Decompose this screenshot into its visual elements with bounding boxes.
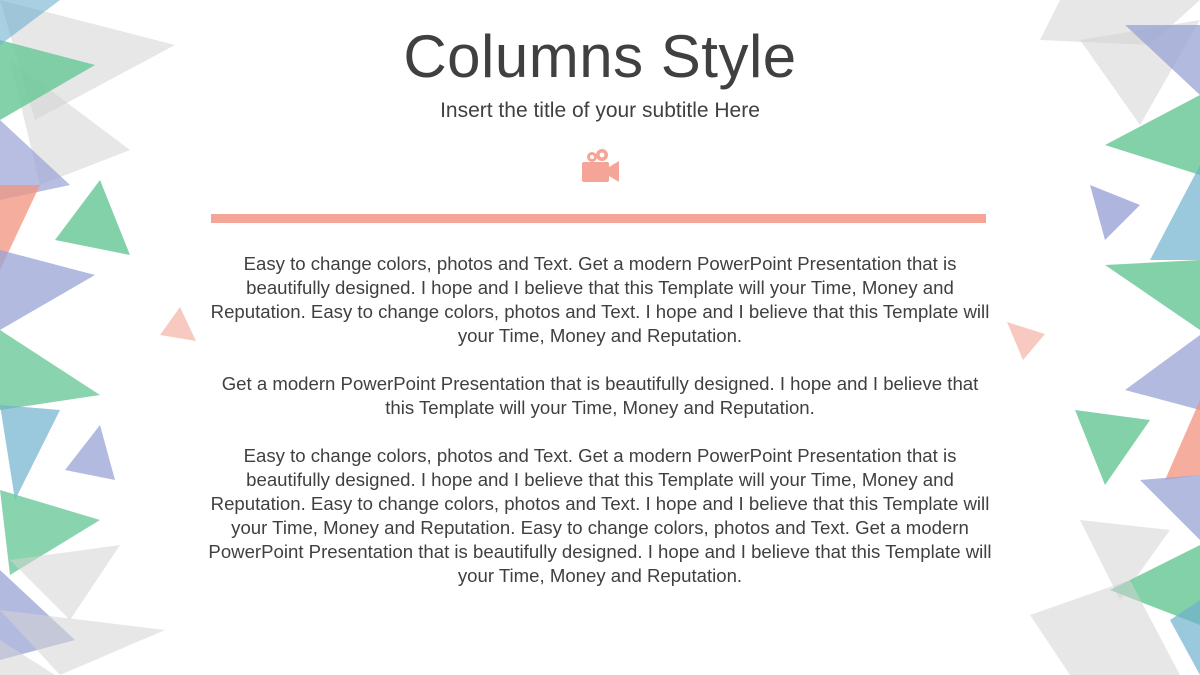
paragraph-2: Get a modern PowerPoint Presentation that is beautifully designed. I hope and I believe that this Template will your Time, Money and Reputation. (221, 373, 979, 418)
slide-title: Columns Style (403, 23, 797, 90)
body-text (206, 252, 994, 612)
accent-divider (211, 214, 986, 223)
coral-triangle-right (1005, 320, 1047, 362)
video-camera-icon (579, 148, 621, 184)
slide-subtitle: Insert the title of your subtitle Here (440, 99, 760, 122)
paragraph-3: Easy to change colors, photos and Text. Get a modern PowerPoint Presentation that is beautifully designed. I hope and I believe that this Template will your Time, Money and Reputation. Easy to change colors, photos and Text. I hope and I believe that this Template will your Time, Money and Reputation. Easy to change colors, photos and Text. Get a modern PowerPoint Presentation that is beautifully designed. I hope and I believe that this Template will your Time, Money and Reputation. (208, 445, 992, 586)
coral-triangle-left (158, 305, 198, 345)
paragraph-1: Easy to change colors, photos and Text. Get a modern PowerPoint Presentation that is beautifully designed. I hope and I believe that this Template will your Time, Money and Reputation. Easy to change colors, photos and Text. I hope and I believe that this Template will your Time, Money and Reputation. (210, 253, 990, 346)
